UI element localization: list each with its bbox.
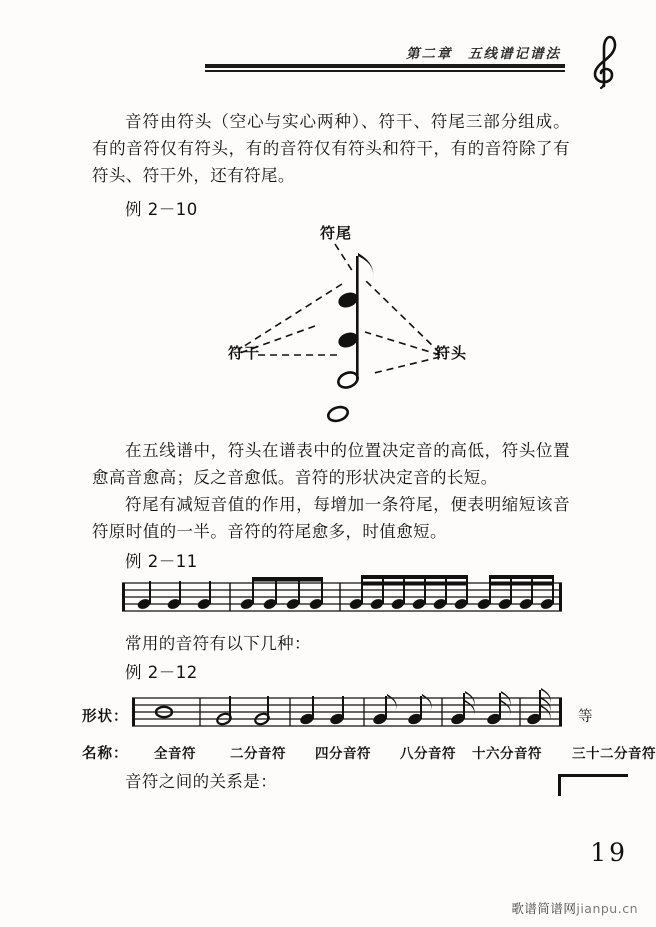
whole-note-glyph (326, 405, 349, 424)
note-name-eighth: 八分音符 (400, 746, 456, 762)
header-rule-thin (205, 70, 565, 72)
example-2-10-label: 例 2－10 (125, 200, 198, 219)
example-2-11-label: 例 2－11 (125, 552, 198, 571)
page-corner-mark (558, 774, 628, 832)
example-2-12-label: 例 2－12 (125, 663, 198, 682)
row-label-shape: 形状： (82, 709, 129, 725)
watermark (511, 899, 638, 917)
figure-2-10 (80, 222, 580, 427)
paragraph-flag-duration: 符尾有减短音值的作用，每增加一条符尾，便表明缩短该音符原时值的一半。音符的符尾愈多，时值愈短。 (92, 495, 570, 541)
staff-example-2-11 (122, 573, 562, 621)
header-rule-thick (205, 64, 565, 68)
note-name-quarter: 四分音符 (315, 746, 371, 762)
treble-clef-icon (580, 34, 628, 90)
page-number: 19 (590, 838, 628, 867)
note-name-row (82, 742, 656, 762)
watermark-text: 歌谱简谱网 (511, 901, 577, 916)
note-name-sixteenth: 十六分音符 (472, 746, 542, 762)
paragraph-pitch-position: 在五线谱中，符头在谱表中的位置决定音的高低，符头位置愈高音愈高；反之音愈低。音符的形状决定音的长短。 (92, 441, 570, 487)
note-name-thirtysecond: 三十二分音符 (572, 746, 656, 762)
corner-left-rule (558, 774, 561, 796)
chapter-title: 第二章 五线谱记谱法 (406, 46, 561, 62)
watermark-url: jianpu.cn (576, 901, 638, 916)
label-head: 符头 (435, 344, 468, 362)
corner-top-rule (558, 774, 628, 777)
paragraph-note-relations: 音符之间的关系是： (125, 772, 278, 791)
staff-2-12 (132, 688, 562, 740)
note-name-half: 二分音符 (230, 746, 286, 762)
staff-2-11 (122, 573, 562, 621)
trailing-label-deng: 等 (578, 709, 594, 725)
page-header (0, 40, 656, 85)
paragraph-common-notes: 常用的音符有以下几种： (125, 634, 311, 653)
row-label-name: 名称： (82, 746, 129, 762)
staff-example-2-12 (132, 688, 562, 740)
label-flag: 符尾 (320, 224, 353, 242)
paragraph-note-components: 音符由符头（空心与实心两种）、符干、符尾三部分组成。有的音符仅有符头，有的音符仅有符头和符干，有的音符除了有符头、符干外，还有符尾。 (92, 112, 570, 185)
label-stem: 符干 (228, 344, 261, 362)
figure-2-10-diagram (80, 222, 580, 427)
note-name-whole: 全音符 (154, 746, 196, 762)
